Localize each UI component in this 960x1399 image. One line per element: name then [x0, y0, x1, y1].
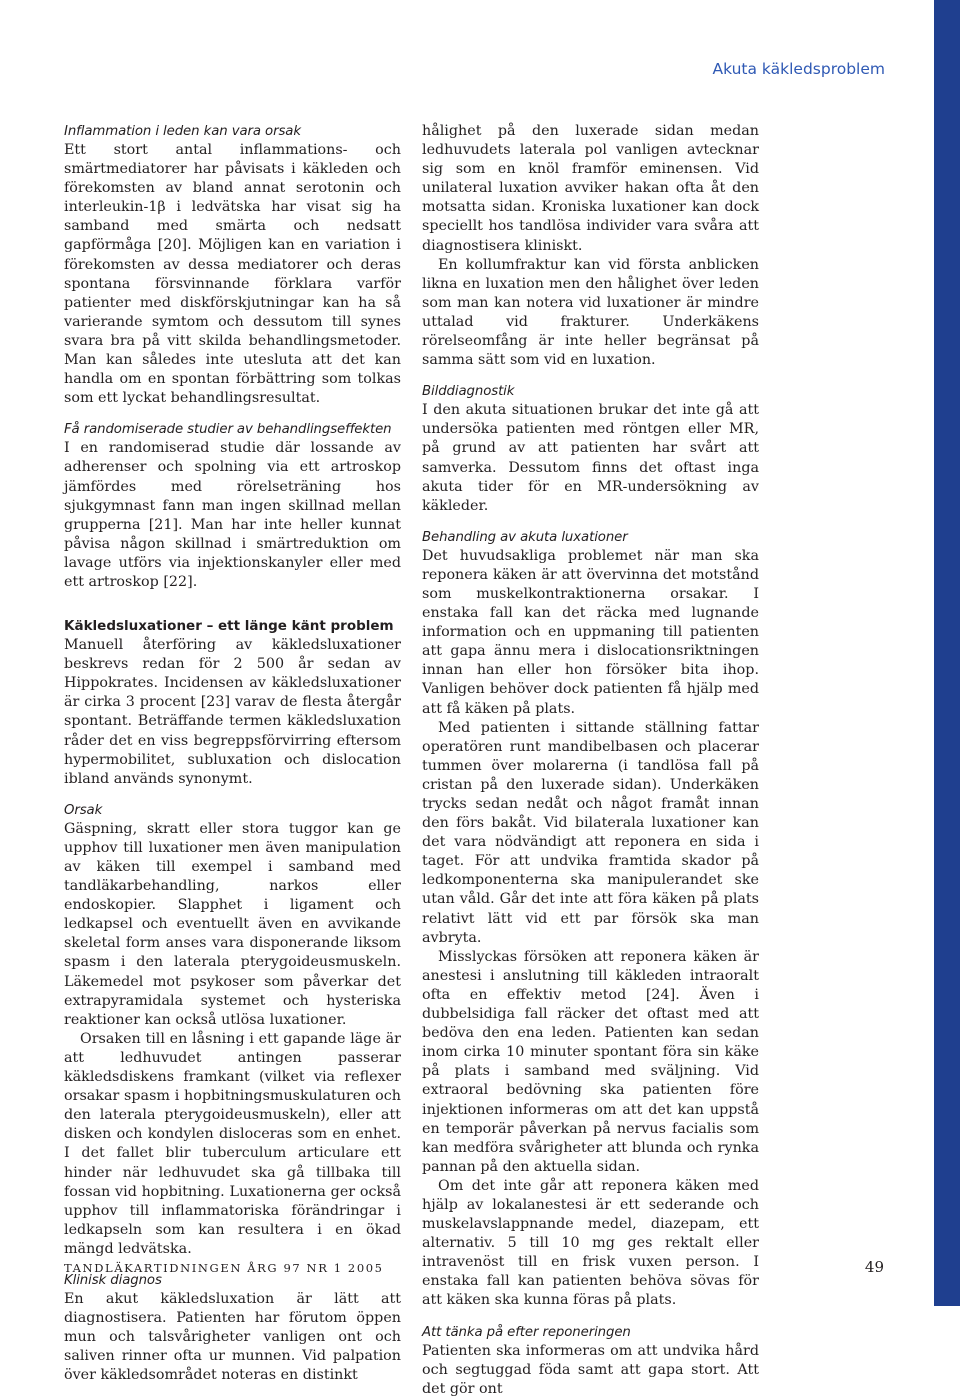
paragraph: Misslyckas försöken att reponera käken är anestesi i anslutning till käkleden intraoralt ofta en effektiv metod [24]. Även i dubbelsidiga fall räcker det oftast med att bedöva den ena leden. Patienten kan sedan inom cirka 10 minuter spontant föra sin käke på plats i samband med sväljning. Vid extraoral bedövning ska patienten före injektionen informeras om att det kan uppstå en temporär påverkan på nervus facialis som kan medföra svårigheter att blunda och rynka pannan på den aktuella sidan. [422, 948, 759, 1175]
section-clinical-diagnosis [64, 1271, 401, 1385]
paragraph: Orsaken till en låsning i ett gapande läge är att ledhuvudet antingen passerar käkledsdiskens framkant (vilket via reflexer orsakar spasm i hopbitningsmuskulaturen och den laterala pterygoideusmuskeln), eller att disken och kondylen disloceras som en enhet. I det fallet blir tuberculum articulare ett hinder när ledhuvudet ska gå tillbaka till fossan vid hopbitning. Luxationerna ger också upphov till inflammatoriska förändringar i ledkapseln som kan resultera i en ökad mängd ledvätska. [64, 1030, 401, 1257]
section-heading: Käkledsluxationer – ett länge känt problem [64, 618, 394, 635]
paragraph: I en randomiserad studie där lossande av adherenser och spolning via ett artroskop jämfördes med rörelseträning hos sjukgymnast fann man ingen skillnad mellan grupperna [21]. Man har inte heller kunnat påvisa någon skillnad i smärtreduktion om lavage utförs via injektionskanyler eller med ett artroskop [22]. [64, 440, 401, 590]
section-randomized-studies [64, 420, 401, 592]
paragraph: Patienten ska informeras om att undvika hård och segtuggad föda samt att gapa stort. Att det gör ont [422, 1342, 759, 1397]
paragraph: Manuell återföring av käkledsluxationer beskrevs redan för 2 500 år sedan av Hippokrates. Incidensen av käkledsluxationer är cirka 3 procent [23] varav de flesta återgår spontant. Beträffande termen käkledsluxation råder det en viss begreppsförvirring eftersom hypermobilitet, subluxation och dislocation ibland används synonymt. [64, 637, 401, 787]
paragraph: I den akuta situationen brukar det inte gå att undersöka patienten med röntgen eller MR, på grund av att patienten har svårt att samverka. Dessutom finns det oftast inga akuta tider för en MR-undersökning av käkleder. [422, 402, 759, 514]
footer-journal: TANDLÄKARTIDNINGEN ÅRG 97 NR 1 2005 [64, 1261, 384, 1275]
section-imaging [422, 382, 759, 516]
subheading: Klinisk diagnos [64, 1272, 162, 1288]
subheading: Behandling av akuta luxationer [422, 529, 628, 545]
subheading: Inflammation i leden kan vara orsak [64, 124, 301, 139]
subheading: Orsak [64, 802, 103, 818]
section-inflammation [64, 122, 401, 408]
paragraph: hålighet på den luxerade sidan medan ledhuvudets laterala pol vanligen avtecknar sig som en knöl framför eminensen. Vid unilateral luxation avviker hakan ofta åt den motsatta sidan. Kroniska luxationer kan dock speciellt hos tandlösa individer vara svåra att diagnostisera kliniskt. [422, 123, 759, 254]
subheading: Få randomiserade studier av behandlingseffekten [64, 422, 392, 438]
section-after-reposition [422, 1323, 759, 1399]
section-diagnosis-continued [422, 122, 759, 370]
subheading: Att tänka på efter reponeringen [422, 1324, 631, 1340]
paragraph: Om det inte går att reponera käken med hjälp av lokalanestesi är ett sederande och muskelavslappnande medel, diazepam, ett alternativ. 5 till 10 mg ges rektalt eller intravenöst till en frisk vuxen person. I enstaka fall kan patienten behöva sövas för att käken ska kunna föras på plats. [422, 1177, 759, 1309]
right-column [422, 122, 759, 1399]
paragraph: Ett stort antal inflammations- och smärtmediatorer har påvisats i käkleden och förekomsten av bland annat serotonin och interleukin-1β i ledvätska har visat sig ha samband med smärta och nedsatt gapförmåga [20]. Möjligen kan en variation i förekomsten av dessa mediatorer och deras spontana försvinnande förklara varför patienter med diskförskjutningar kan ha så varierande symtom och dessutom till synes svara bra på vitt skilda behandlingsmetoder. Man kan således inte utesluta att det kan handla om en spontan förbättring som tolkas som ett lyckat behandlingsresultat. [64, 142, 401, 407]
section-cause [64, 801, 401, 1259]
section-luxations [64, 617, 401, 789]
paragraph: En akut käkledsluxation är lätt att diagnostisera. Patienten har förutom öppen mun och talsvårigheter vanligen ont och saliven rinner ofta ur munnen. Vid palpation över käkledsområdet noteras en distinkt [64, 1290, 401, 1384]
paragraph: Gäspning, skratt eller stora tuggor kan ge upphov till luxationer men även manipulation av käken till exempel i samband med tandläkarbehandling, narkos eller endoskopier. Slapphet i ligament och ledkapsel och eventuellt även en avvikande skeletal form anses vara disponerande liksom spasm i den laterala pterygoideusmuskeln. Läkemedel mot psykoser som påverkar det extrapyramidala systemet och hysteriska reaktioner kan också utlösa luxationer. [64, 820, 401, 1028]
paragraph: En kollumfraktur kan vid första anblicken likna en luxation men den hålighet över leden som man kan notera vid luxationer är mindre uttalad vid frakturer. Underkäkens rörelseomfång är inte heller begränsat på samma sätt som vid en luxation. [422, 256, 759, 369]
running-head: Akuta käkledsproblem [712, 60, 885, 78]
paragraph: Med patienten i sittande ställning fattar operatören runt mandibelbasen och placerar tummen över molarerna (i tandlösa fall på cristan på den luxerade sidan). Underkäken trycks sedan nedåt och något framåt innan den förs bakåt. Vid bilaterala luxationer kan det vara nödvändigt att reponera en sida i taget. För att undvika framtida skador på ledkomponenterna ska manipulerandet ske utan våld. Går det inte att föra käken på plats relativt lätt vid ett par försök ska man avbryta. [422, 719, 759, 946]
page-number: 49 [864, 1258, 884, 1276]
paragraph: Det huvudsakliga problemet när man ska reponera käken är att övervinna det motstånd som muskelkontraktionerna orsakar. I enstaka fall kan det räcka med lugnande information och en uppmaning till patienten att gapa ännu mera i dislocationsriktningen innan han eller hon försöker bita ihop. Vanligen behöver dock patienten få hjälp med att få käken på plats. [422, 547, 759, 717]
side-color-bar [934, 0, 960, 1306]
subheading: Bilddiagnostik [422, 384, 515, 400]
section-treatment [422, 528, 759, 1311]
left-column [64, 122, 401, 1385]
